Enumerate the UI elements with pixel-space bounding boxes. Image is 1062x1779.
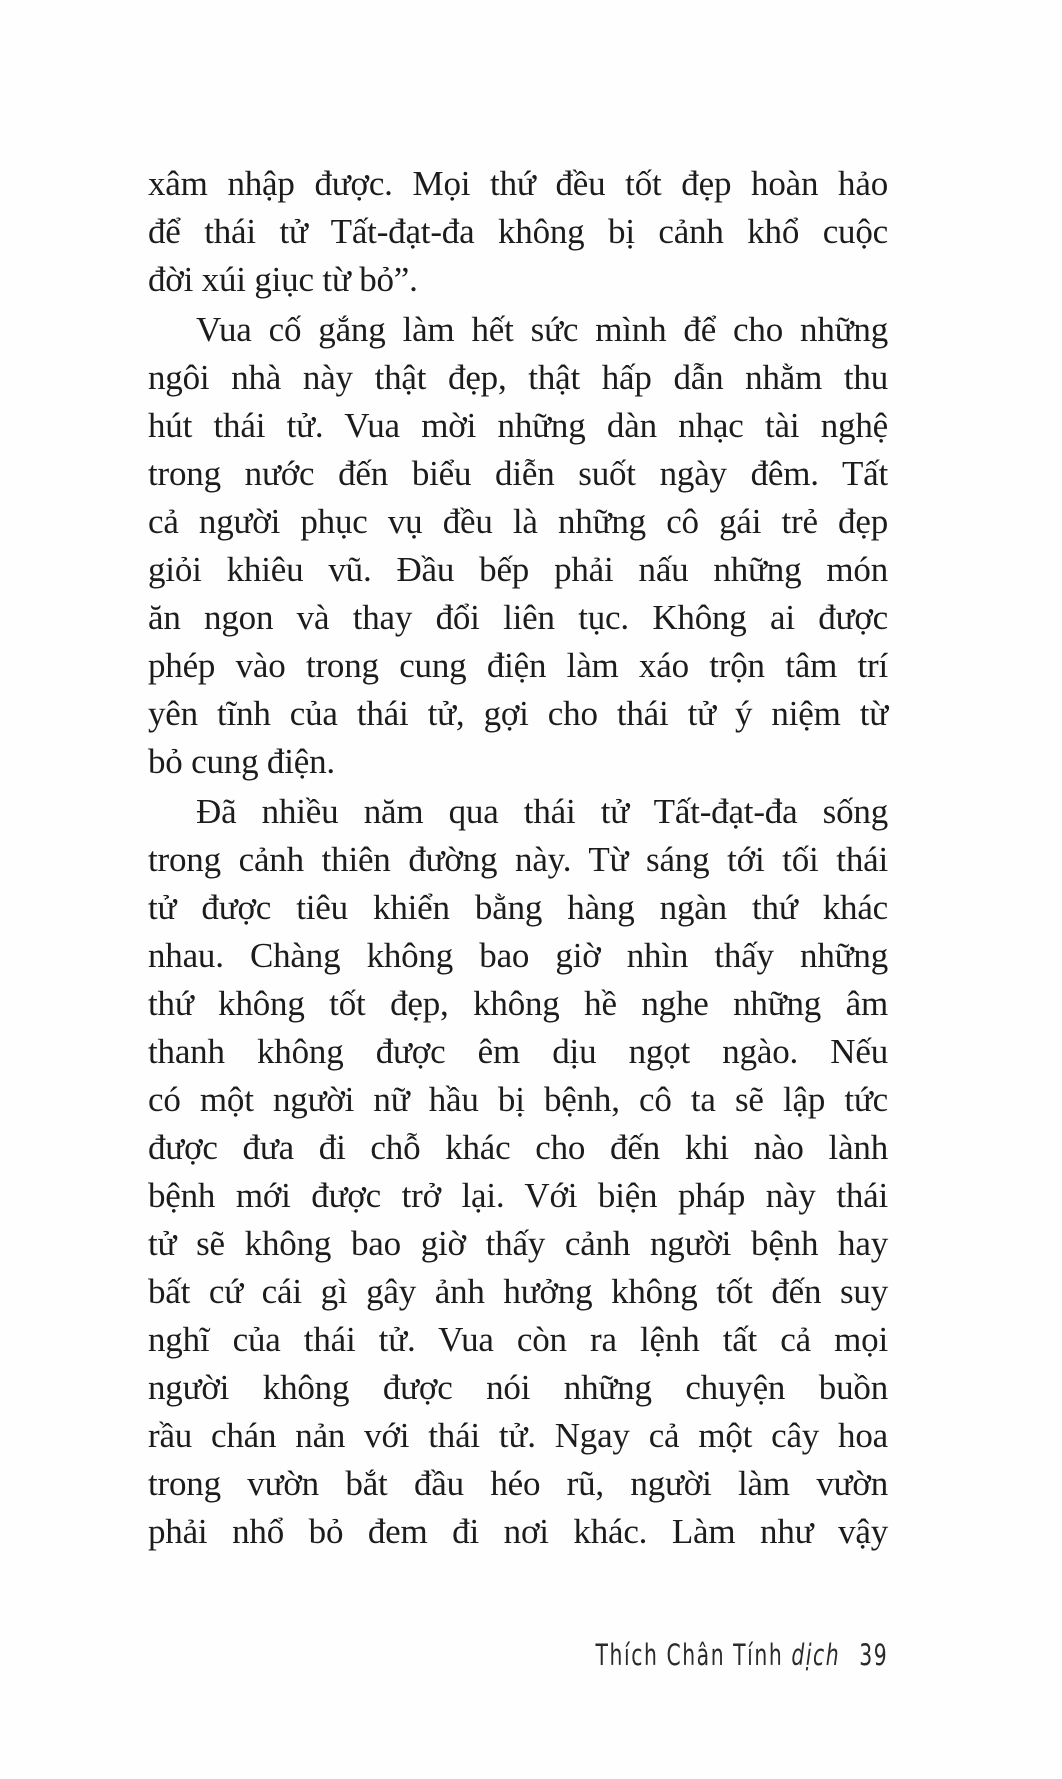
text-line: cả người phục vụ đều là những cô gái trẻ đẹp bbox=[148, 502, 888, 541]
text-line: trong nước đến biểu diễn suốt ngày đêm. Tất bbox=[148, 454, 888, 493]
text-line: bất cứ cái gì gây ảnh hưởng không tốt đến suy bbox=[148, 1272, 888, 1311]
text-line: hút thái tử. Vua mời những dàn nhạc tài nghệ bbox=[148, 406, 888, 445]
text-line: thứ không tốt đẹp, không hề nghe những âm bbox=[148, 984, 888, 1023]
text-line: phải nhổ bỏ đem đi nơi khác. Làm như vậy bbox=[148, 1512, 888, 1551]
text-line: thanh không được êm dịu ngọt ngào. Nếu bbox=[148, 1032, 888, 1071]
text-line: giỏi khiêu vũ. Đầu bếp phải nấu những món bbox=[148, 550, 888, 589]
paragraph-1 bbox=[148, 160, 888, 304]
text-line: ăn ngon và thay đổi liên tục. Không ai được bbox=[148, 598, 888, 637]
text-line: trong cảnh thiên đường này. Từ sáng tới tối thái bbox=[148, 840, 888, 879]
text-line: yên tĩnh của thái tử, gợi cho thái tử ý niệm từ bbox=[148, 694, 888, 733]
text-line: để thái tử Tất-đạt-đa không bị cảnh khổ cuộc bbox=[148, 212, 888, 251]
text-line: được đưa đi chỗ khác cho đến khi nào lành bbox=[148, 1128, 888, 1167]
text-line: tử sẽ không bao giờ thấy cảnh người bệnh hay bbox=[148, 1224, 888, 1263]
body-text bbox=[148, 160, 888, 1558]
text-line: Vua cố gắng làm hết sức mình để cho những bbox=[196, 310, 888, 349]
translator-name: Thích Chân Tính bbox=[595, 1638, 784, 1672]
text-line: có một người nữ hầu bị bệnh, cô ta sẽ lập tức bbox=[148, 1080, 888, 1119]
text-line: đời xúi giục từ bỏ”. bbox=[148, 260, 418, 299]
page-footer bbox=[595, 1638, 888, 1672]
text-line: nghĩ của thái tử. Vua còn ra lệnh tất cả mọi bbox=[148, 1320, 888, 1359]
text-line: tử được tiêu khiển bằng hàng ngàn thứ khác bbox=[148, 888, 888, 927]
paragraph-2 bbox=[148, 306, 888, 786]
text-line: Đã nhiều năm qua thái tử Tất-đạt-đa sống bbox=[196, 792, 888, 831]
text-line: trong vườn bắt đầu héo rũ, người làm vườn bbox=[148, 1464, 888, 1503]
text-line: xâm nhập được. Mọi thứ đều tốt đẹp hoàn hảo bbox=[148, 164, 888, 203]
text-line: rầu chán nản với thái tử. Ngay cả một cây hoa bbox=[148, 1416, 888, 1455]
paragraph-3 bbox=[148, 788, 888, 1556]
text-line: bỏ cung điện. bbox=[148, 742, 335, 781]
text-line: bệnh mới được trở lại. Với biện pháp này thái bbox=[148, 1176, 888, 1215]
text-line: nhau. Chàng không bao giờ nhìn thấy những bbox=[148, 936, 888, 975]
translator-role: dịch bbox=[791, 1638, 841, 1672]
text-line: người không được nói những chuyện buồn bbox=[148, 1368, 888, 1407]
text-line: phép vào trong cung điện làm xáo trộn tâm trí bbox=[148, 646, 888, 685]
page-number: 39 bbox=[858, 1638, 888, 1672]
text-line: ngôi nhà này thật đẹp, thật hấp dẫn nhằm thu bbox=[148, 358, 888, 397]
